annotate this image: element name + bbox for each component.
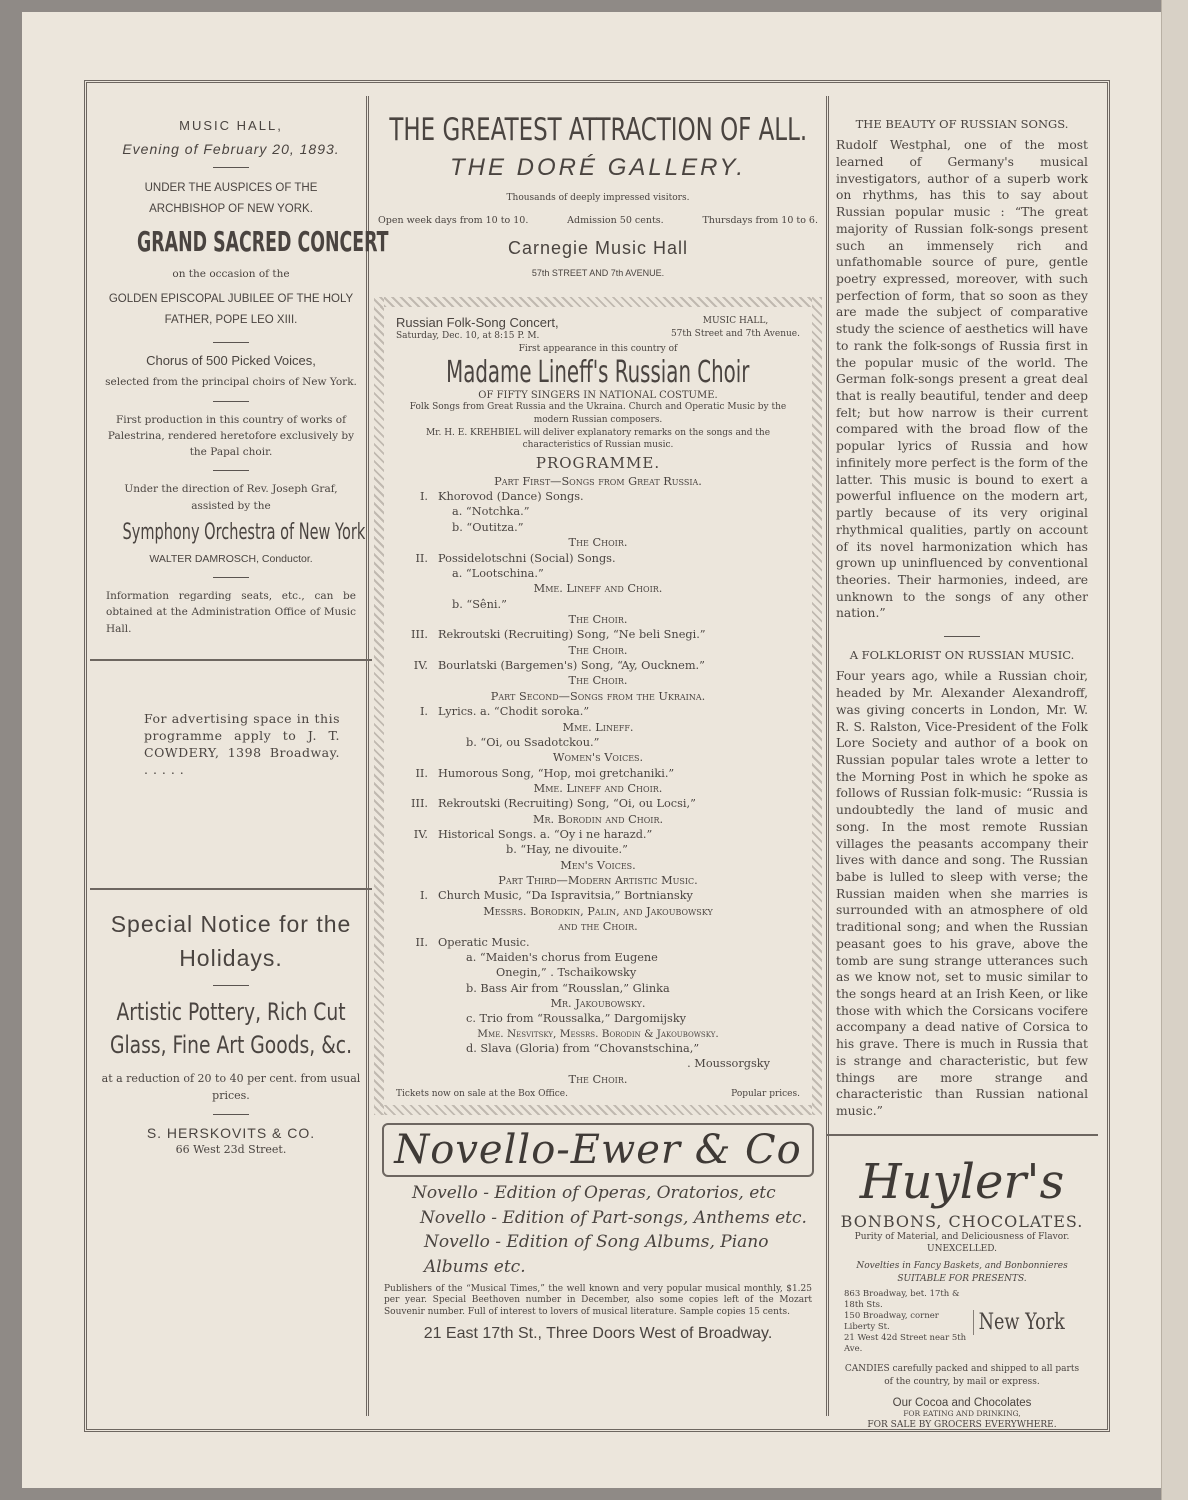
right-column <box>836 100 1088 1431</box>
reduction-note: at a reduction of 20 to 40 per cent. from usual prices. <box>101 1072 361 1103</box>
performer: Men's Voices. <box>560 858 636 872</box>
krehbiel-note: Mr. H. E. KREHBIEL will deliver explanatory remarks on the songs and the characteristics of Russian music. <box>425 427 771 451</box>
item: d. Slava (Gloria) from “Chovanstschina,” <box>466 1041 700 1055</box>
item: a. “Maiden's chorus from Eugene <box>466 950 658 964</box>
part-first: Part First—Songs from Great Russia. <box>494 474 702 488</box>
center-column <box>372 100 824 1412</box>
beauty-text: Rudolf Westphal, one of the most learned of Germany's musical investigators, author of a superb work on rhythms, has this to say about Russian popular music : “The great majority of Russian folk-songs present such an immensely rich and unfathomable source of pure, gentle poetry expressed, moreover, with such perfection of form, that so soon as they are made the subject of comparative study the science of aesthetics will have to rank the folk-songs of Russia first in the popular music of the world. The German folk-songs present a great deal that is really beautiful, tender and deep felt; but how narrow is their current compared with the broad flow of the popular lyrics of Russia and how infinitely more perfect is the form of the latter. This music is bound to exert a powerful influence on the modern art, partly because of its very original rhythmical qualities, partly on account of its novel harmonization which has grown up uninfluenced by conventional theories. Their harmonies, indeed, are unknown to the songs of any other nation.” <box>836 138 1088 621</box>
concert-venue: MUSIC HALL, <box>702 316 769 327</box>
admission: Admission 50 cents. <box>567 214 664 226</box>
item: Church Music, “Da Ispravitsia,” Bortniansky <box>438 889 693 903</box>
column-rule-left <box>366 96 369 1416</box>
performer: The Choir. <box>568 536 628 550</box>
suitable: SUITABLE FOR PRESENTS. <box>897 1273 1027 1284</box>
divider <box>213 577 249 578</box>
item: Possidelotschni (Social) Songs. <box>438 551 616 565</box>
cocoa: Our Cocoa and Chocolates <box>892 1396 1032 1409</box>
performer: The Choir. <box>568 1072 628 1086</box>
section-rule <box>90 888 372 890</box>
store-address: 863 Broadway, bet. 17th & 18th Sts. <box>844 1289 960 1311</box>
programme-list: Part First—Songs from Great Russia. I. Khorovod (Dance) Songs. a. “Notchka.” b. “Outitza.” The Choir. II. Possidelotschni (Social) Songs. a. “Lootschina.” Mme. Lineff and Choir. b. “Sêni.” The Choir. III. Rekroutski (Recruiting) Song, “Ne beli Snegi.” The Choir. IV. Bourlatski (Bargemen's) Song, “Ay, Oucknem.” The Choir. Part Second—Songs from the Ukraina. I. Lyrics. a. “Chodit soroka.” Mme. Lineff. b. “Oi, ou Ssadotckou.” Women's Voices. II. Humorous Song, “Hop, moi gretchaniki.” Mme. Lineff and Choir. III. Rekroutski (Recruiting) Song, “Oi, ou Locsi,” Mr. Borodin and Choir. IV. Historical Songs. a. “Oy i ne harazd.” b. “Hay, ne divouite.” Men's Voices. Part Third—Modern Artistic Music. I. Church Music, “Da Ispravitsia,” Bortniansky Messrs. Borodkin, Palin, and Jakoubowsky and the Choir. II. Operatic Music. a. “Maiden's chorus from Eugene Onegin,” . Tschaikowsky b. Bass Air from “Rousslan,” Glinka Mr. Jakoubowsky. c. Trio from “Roussalka,” Dargomijsky Mme. Nesvitsky, Messrs. Borodin & Jakoubowsky. d. Slava (Gloria) from “Chovanstschina,” . Moussorgsky The Choir. <box>396 474 800 1087</box>
performer: The Choir. <box>568 612 628 626</box>
folklorist-title: A FOLKLORIST ON RUSSIAN MUSIC. <box>849 648 1075 663</box>
item: Historical Songs. a. “Oy i ne harazd.” <box>438 828 653 842</box>
occasion: GOLDEN EPISCOPAL JUBILEE OF THE HOLY FATHER, POPE LEO XIII. <box>108 292 354 327</box>
store-address: 21 West 42d Street near 5th Ave. <box>844 1333 967 1355</box>
item: Bourlatski (Bargemen's) Song, “Ay, Oucknem.” <box>438 659 705 673</box>
chorus: Chorus of 500 Picked Voices, <box>146 353 316 369</box>
page-spine <box>1161 0 1188 1500</box>
performer: Mr. Jakoubowsky. <box>550 996 646 1010</box>
item: Rekroutski (Recruiting) Song, “Oi, ou Locsi,” <box>438 797 696 811</box>
divider <box>213 470 249 471</box>
concert-venue-address: 57th Street and 7th Avenue. <box>670 328 800 339</box>
item: Operatic Music. <box>438 935 530 949</box>
carnegie-hall: Carnegie Music Hall <box>507 237 689 258</box>
performer: The Choir. <box>568 643 628 657</box>
hours-thursdays: Thursdays from 10 to 6. <box>702 214 818 226</box>
item: Rekroutski (Recruiting) Song, “Ne beli Snegi.” <box>438 628 706 642</box>
novello-line: Novello - Edition of Part-songs, Anthems etc. <box>420 1207 807 1228</box>
seat-info: Information regarding seats, etc., can be obtained at the Administration Office of Music Hall. <box>106 590 356 635</box>
city: New York <box>973 1310 1065 1335</box>
concert-date: Evening of February 20, 1893. <box>122 141 340 157</box>
item: b. “Oi, ou Ssadotckou.” <box>466 735 600 749</box>
item: Lyrics. a. “Chodit soroka.” <box>438 705 590 719</box>
item: Khorovod (Dance) Songs. <box>438 490 584 504</box>
programme-heading: PROGRAMME. <box>535 453 661 472</box>
headline: THE GREATEST ATTRACTION OF ALL. <box>389 112 807 148</box>
performer: The Choir. <box>568 674 628 688</box>
firm-address: 66 West 23d Street. <box>175 1143 287 1157</box>
novelties: Novelties in Fancy Baskets, and Bonbonnieres <box>856 1260 1068 1271</box>
advertising-note: For advertising space in this programme apply to J. T. COWDERY, 1398 Broadway. . . . . . <box>144 710 340 777</box>
item: c. Trio from “Roussalka,” Dargomijsky <box>466 1012 687 1026</box>
performer: Women's Voices. <box>552 751 644 765</box>
assisted-by: assisted by the <box>191 499 271 512</box>
part-third: Part Third—Modern Artistic Music. <box>498 874 698 888</box>
unexcelled: UNEXCELLED. <box>926 1244 997 1255</box>
item: b. Bass Air from “Rousslan,” Glinka <box>466 981 670 995</box>
publishers-note: Publishers of the “Musical Times,” the well known and very popular musical monthly, $1.25 per year. Special Beethoven number in December, also some copies left of the Mozart Souvenir number. Full of interest to lovers of musical literature. Sample copies 15 cents. <box>384 1283 812 1317</box>
item: Onegin,” . Tschaikowsky <box>496 966 637 980</box>
novello-line: Novello - Edition of Song Albums, Piano Albums etc. <box>424 1232 769 1277</box>
concert-programme-box <box>374 297 822 1115</box>
huylers-logo: Huyler's <box>859 1153 1065 1210</box>
concert-date: Saturday, Dec. 10, at 8:15 P. M. <box>396 331 540 342</box>
chorus-note: selected from the principal choirs of New York. <box>105 376 357 389</box>
novello-line: Novello - Edition of Operas, Oratorios, etc <box>412 1183 776 1204</box>
divider <box>213 1114 249 1115</box>
item: a. “Lootschina.” <box>452 566 544 580</box>
divider <box>213 167 249 168</box>
divider <box>213 342 249 343</box>
prices-note: Popular prices. <box>731 1089 800 1100</box>
item: b. “Outitza.” <box>452 520 524 534</box>
performer: Messrs. Borodkin, Palin, and Jakoubowsky <box>483 904 713 918</box>
left-column <box>100 100 389 1412</box>
item: b. “Hay, ne divouite.” <box>506 843 628 857</box>
special-notice: Special Notice for the Holidays. <box>110 911 352 971</box>
item: a. “Notchka.” <box>452 505 530 519</box>
songs-note: Folk Songs from Great Russia and the Ukraina. Church and Operatic Music by the modern Russian composers. <box>409 402 787 425</box>
occasion-intro: on the occasion of the <box>172 268 290 281</box>
performer: Mme. Nesvitsky, Messrs. Borodin & Jakoubowsky. <box>477 1027 719 1040</box>
holiday-goods: Artistic Pottery, Rich Cut Glass, Fine Art Goods, &c. <box>109 998 353 1060</box>
grocers: FOR SALE BY GROCERS EVERYWHERE. <box>867 1420 1057 1431</box>
folklorist-text: Four years ago, while a Russian choir, headed by Mr. Alexander Alexandroff, was giving concerts in London, Mr. W. R. S. Ralston, Vice-President of the Folk Lore Society and author of a book on Russian popular tales wrote a letter to the Morning Post in which he spoke as follows of Russian folk-music: “Russia is undoubtedly the land of music and song. In the most remote Russian villages the peasants accompany their lives with dance and song. The Russian babe is lulled to sleep with verse; the Russian maiden when she marries is surrounded with an atmosphere of old traditional song; and when the Russian peasant goes to his grave, above the tomb are sung strange utterances such as we know not, set to music similar to the songs heard at an Irish Keen, or like those with which the Corsicans vocifere accompany a dead native of Corsica to his grave. There is much in Russia that is strange and characteristic, but few things are more strange and characteristic than Russian national music.” <box>836 669 1088 1119</box>
firm-name: S. HERSKOVITS & CO. <box>146 1125 316 1142</box>
orchestra: Symphony Orchestra of New York <box>122 519 366 545</box>
item: Humorous Song, “Hop, moi gretchaniki.” <box>438 766 675 780</box>
column-rule-right <box>826 96 829 1416</box>
performer: Mr. Borodin and Choir. <box>532 812 664 826</box>
novello-address: 21 East 17th St., Three Doors West of Broadway. <box>423 1324 773 1342</box>
hours-weekdays: Open week days from 10 to 10. <box>378 214 529 226</box>
section-rule <box>826 1134 1098 1136</box>
performer: Mme. Lineff. <box>562 720 634 734</box>
store-address: 150 Broadway, corner Liberty St. <box>844 1311 939 1333</box>
divider <box>213 985 249 986</box>
performer: Mme. Lineff and Choir. <box>533 582 663 596</box>
novello-logo: Novello-Ewer & Co <box>382 1123 814 1177</box>
performer: and the Choir. <box>558 920 638 934</box>
dore-gallery: THE DORÉ GALLERY. <box>450 154 746 181</box>
choir-title: Madame Lineff's Russian Choir <box>446 355 750 391</box>
part-second: Part Second—Songs from the Ukraina. <box>490 689 706 703</box>
visitors: Thousands of deeply impressed visitors. <box>506 193 690 203</box>
concert-title: GRAND SACRED CONCERT <box>137 225 389 259</box>
venue: MUSIC HALL, <box>179 118 283 133</box>
tickets-note: Tickets now on sale at the Box Office. <box>396 1089 568 1100</box>
direction: Under the direction of Rev. Joseph Graf, <box>124 483 338 496</box>
auspices: UNDER THE AUSPICES OF THE ARCHBISHOP OF NEW YORK. <box>144 182 318 215</box>
beauty-title: THE BEAUTY OF RUSSIAN SONGS. <box>855 117 1069 131</box>
concert-name: Russian Folk-Song Concert, <box>396 315 559 331</box>
hall-address: 57th STREET AND 7th AVENUE. <box>531 267 665 278</box>
divider <box>213 401 249 402</box>
first-appearance: First appearance in this country of <box>518 343 678 354</box>
cocoa-sub: FOR EATING AND DRINKING, <box>903 1408 1021 1418</box>
conductor: WALTER DAMROSCH, Conductor. <box>149 552 313 565</box>
bonbons: BONBONS, CHOCOLATES. <box>840 1211 1084 1231</box>
item: . Moussorgsky <box>687 1057 770 1071</box>
item: b. “Sêni.” <box>452 597 507 611</box>
divider <box>944 636 980 637</box>
candies-note: CANDIES carefully packed and shipped to all parts of the country, by mail or express. <box>844 1364 1080 1387</box>
performer: Mme. Lineff and Choir. <box>533 781 663 795</box>
purity: Purity of Material, and Deliciousness of Flavor. <box>854 1231 1070 1242</box>
first-production: First production in this country of works of Palestrina, rendered heretofore exclusively by the Papal choir. <box>107 413 355 459</box>
choir-subtitle: OF FIFTY SINGERS IN NATIONAL COSTUME. <box>478 390 718 402</box>
